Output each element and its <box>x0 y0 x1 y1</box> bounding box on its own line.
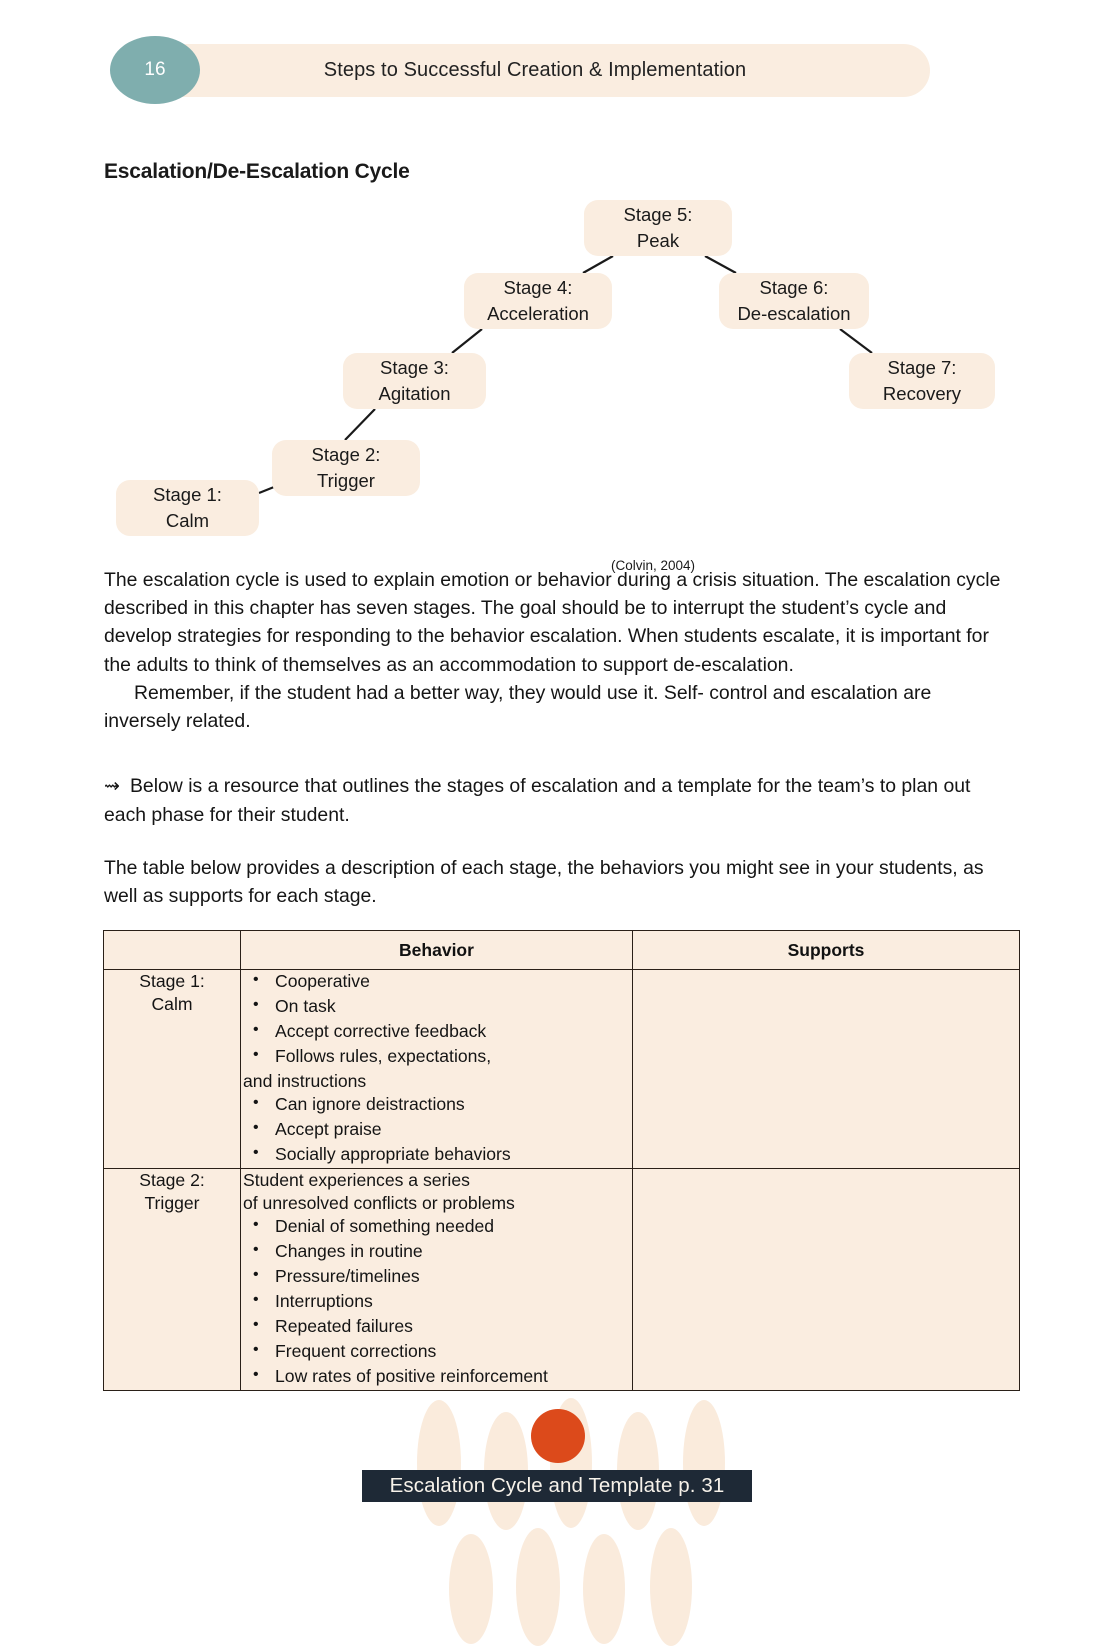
paragraph-resource-note <box>104 772 1012 829</box>
node-line-1: Stage 2: <box>311 444 381 466</box>
paragraph-escalation-cycle <box>104 566 1012 735</box>
behavior-bullet-item: • Socially appropriate behaviors <box>275 1143 632 1168</box>
table-header-row <box>104 931 1020 970</box>
footer-banner <box>362 1470 752 1502</box>
diagram-node-stage-1 <box>116 480 259 536</box>
node-line-1: Stage 7: <box>887 357 957 379</box>
table-cell-stage <box>104 970 241 1169</box>
table-cell-stage <box>104 1168 241 1390</box>
node-line-2: Calm <box>165 510 210 531</box>
table-header-behavior: Behavior <box>241 931 633 970</box>
behavior-bullet-item: • Follows rules, expectations, <box>275 1045 632 1070</box>
behavior-bullet-list <box>241 1093 632 1168</box>
diagram-node-stage-3 <box>343 353 486 409</box>
behavior-runon-line: and instructions <box>243 1070 367 1091</box>
diagram-node-stage-4 <box>464 273 612 329</box>
behavior-bullet-item: • Frequent corrections <box>275 1340 632 1365</box>
behavior-bullet-item: • Denial of something needed <box>275 1215 632 1240</box>
paragraph-1-remember: Remember, if the student had a better way, they would use it. Self- control and escalation are inversely related. <box>104 681 932 733</box>
table-body <box>104 970 1020 1391</box>
behavior-bullet-item: • Cooperative <box>275 970 632 995</box>
node-line-1: Stage 5: <box>623 204 693 226</box>
footer-orange-dot-icon <box>531 1409 585 1463</box>
stage-line-2: Calm <box>151 994 193 1015</box>
behavior-bullet-list <box>241 1215 632 1389</box>
table-row <box>104 1168 1020 1390</box>
behavior-bullet-item: • Repeated failures <box>275 1315 632 1340</box>
footer-banner-label: Escalation Cycle and Template p. 31 <box>389 1474 725 1497</box>
behavior-bullet-item: • Low rates of positive reinforcement <box>275 1365 632 1390</box>
behavior-bullet-item: • Changes in routine <box>275 1240 632 1265</box>
node-line-2: Trigger <box>317 470 375 491</box>
table-cell-supports[interactable] <box>633 1168 1020 1390</box>
node-line-1: Stage 6: <box>759 277 829 299</box>
footer-petal-shape <box>683 1400 725 1526</box>
connector-2 <box>345 409 375 440</box>
paragraph-2-text: Below is a resource that outlines the stages of escalation and a template for the team’s to plan out each phase for their student. <box>104 775 971 826</box>
node-line-2: Peak <box>636 230 680 251</box>
diagram-node-stage-7 <box>849 353 995 409</box>
table-head <box>104 931 1020 970</box>
behavior-lead-line: Student experiences a series <box>243 1169 470 1190</box>
diagram-node-stage-6 <box>719 273 869 329</box>
behavior-bullet-item: • Accept praise <box>275 1118 632 1143</box>
connector-5 <box>705 256 736 273</box>
stage-line-1: Stage 2: <box>139 1169 205 1190</box>
footer-petal-shape <box>417 1400 461 1526</box>
diagram-citation: (Colvin, 2004) <box>611 558 696 573</box>
section-heading: Escalation/De-Escalation Cycle <box>104 160 410 183</box>
diagram-node-stage-2 <box>272 440 420 496</box>
diagram-node-stage-5 <box>584 200 732 256</box>
stage-behavior-supports-table <box>103 930 1020 1391</box>
connector-4 <box>583 256 613 273</box>
behavior-bullet-list <box>241 970 632 1070</box>
paragraph-1-sentence-group: The escalation cycle is used to explain emotion or behavior during a crisis situation. The escalation cycle described in this chapter has seven stages. The goal should be to interrupt the student’s cycle and develop strategies for responding to the behavior escalation. When students escalate, it is important for the adults to think of themselves as an accommodation to support de-escalation. <box>104 569 1001 676</box>
page-title: Steps to Successful Creation & Implementation <box>323 59 747 81</box>
behavior-bullet-item: • On task <box>275 995 632 1020</box>
table-cell-behavior <box>241 970 633 1169</box>
behavior-lead-line: of unresolved conflicts or problems <box>243 1193 515 1214</box>
connector-3 <box>452 329 482 353</box>
footer-petal-shape <box>650 1528 692 1646</box>
behavior-bullet-item: • Accept corrective feedback <box>275 1020 632 1045</box>
footer-petal-shape <box>583 1534 625 1644</box>
page-number-badge <box>110 36 200 104</box>
connector-6 <box>840 329 872 353</box>
stage-line-2: Trigger <box>144 1193 200 1214</box>
table-header-stage <box>104 931 241 970</box>
paragraph-table-intro: The table below provides a description of each stage, the behaviors you might see in your students, as well as supports for each stage. <box>104 857 984 908</box>
table-header-supports: Supports <box>633 931 1020 970</box>
behavior-bullet-item: • Can ignore deistractions <box>275 1093 632 1118</box>
node-line-1: Stage 3: <box>380 357 449 379</box>
behavior-bullet-item: • Interruptions <box>275 1290 632 1315</box>
page-number-label: 16 <box>144 59 166 80</box>
node-line-2: Acceleration <box>487 303 589 324</box>
node-line-1: Stage 1: <box>153 484 222 506</box>
node-line-1: Stage 4: <box>503 277 573 299</box>
stage-line-1: Stage 1: <box>139 971 205 991</box>
footer-petal-shape <box>449 1534 493 1644</box>
table-cell-behavior <box>241 1168 633 1390</box>
table-cell-supports[interactable] <box>633 970 1020 1169</box>
node-line-2: Agitation <box>378 383 451 404</box>
table-row <box>104 970 1020 1169</box>
node-line-2: Recovery <box>882 383 962 404</box>
behavior-bullet-item: • Pressure/timelines <box>275 1265 632 1290</box>
curly-arrow-icon: ⇝ <box>104 776 120 797</box>
footer-petal-shape <box>516 1528 560 1646</box>
escalation-cycle-diagram <box>0 190 1113 573</box>
node-line-2: De-escalation <box>737 303 851 324</box>
